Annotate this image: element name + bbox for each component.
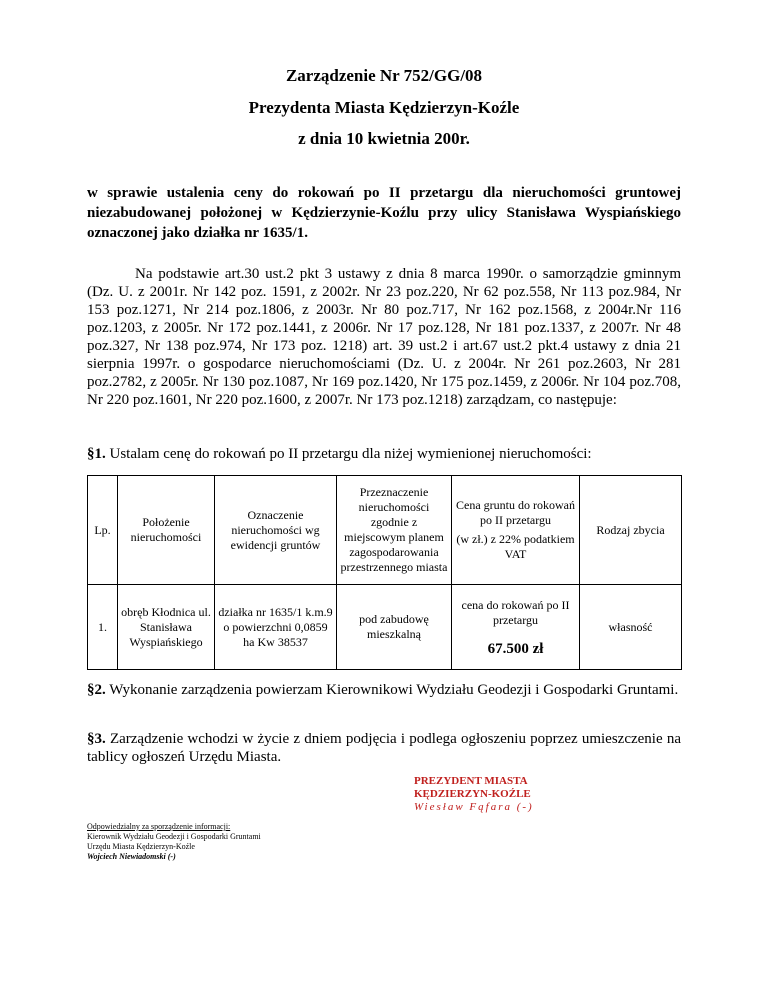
- table-row: [88, 585, 682, 670]
- header-price: [452, 476, 580, 585]
- cell-price: [452, 585, 580, 670]
- section-3-label: §3.: [87, 731, 106, 747]
- header-lp: Lp.: [88, 476, 118, 585]
- cell-purpose: pod zabudowę mieszkalną: [337, 585, 452, 670]
- section-2: [87, 681, 681, 699]
- footer-line3: Urzędu Miasta Kędzierzyn-Koźle: [87, 842, 195, 851]
- cell-price-value: 67.500 zł: [487, 640, 544, 657]
- document-date: z dnia 10 kwietnia 200r.: [298, 129, 470, 148]
- cell-designation: działka nr 1635/1 k.m.9 o powierzchni 0,0859 ha Kw 38537: [215, 585, 337, 670]
- section-3-text: Zarządzenie wchodzi w życie z dniem podjęcia i podlega ogłoszeniu poprzez umieszczenie na tablicy ogłoszeń Urzędu Miasta.: [87, 731, 681, 765]
- header-price-line1: Cena gruntu do rokowań po II przetargu: [456, 498, 575, 527]
- header-sale-type: Rodzaj zbycia: [580, 476, 682, 585]
- footer-note: [87, 822, 261, 862]
- header-purpose: Przeznaczenie nieruchomości zgodnie z miejscowym planem zagospodarowania przestrzennego miasta: [337, 476, 452, 585]
- section-2-label: §2.: [87, 682, 106, 698]
- header-price-line2: (w zł.) z 22% podatkiem VAT: [456, 532, 575, 561]
- section-2-text: Wykonanie zarządzenia powierzam Kierownikowi Wydziału Geodezji i Gospodarki Gruntami.: [105, 682, 679, 698]
- signature-title: PREZYDENT MIASTA: [414, 775, 528, 787]
- cell-location: obręb Kłodnica ul. Stanisława Wyspiańskiego: [118, 585, 215, 670]
- footer-author: Wojciech Niewiadomski (-): [87, 852, 176, 861]
- footer-line2: Kierownik Wydziału Geodezji i Gospodarki Gruntami: [87, 832, 261, 841]
- document-subject: w sprawie ustalenia ceny do rokowań po II przetargu dla nieruchomości gruntowej niezabudowanej położonej w Kędzierzynie-Koźlu przy ulicy Stanisława Wyspiańskiego oznaczonej jako działka nr 1635/1.: [87, 185, 681, 241]
- cell-sale-type: własność: [580, 585, 682, 670]
- document-title: Zarządzenie Nr 752/GG/08: [285, 66, 483, 85]
- header-location: Położenie nieruchomości: [118, 476, 215, 585]
- section-1-text: Ustalam cenę do rokowań po II przetargu dla niżej wymienionej nieruchomości:: [105, 446, 592, 462]
- issuer-title: Prezydenta Miasta Kędzierzyn-Koźle: [248, 98, 520, 117]
- header-designation: Oznaczenie nieruchomości wg ewidencji gruntów: [215, 476, 337, 585]
- table-header-row: [88, 476, 682, 585]
- cell-lp: 1.: [88, 585, 118, 670]
- section-1-label: §1.: [87, 446, 106, 462]
- section-1: [87, 445, 681, 463]
- property-table: [87, 475, 682, 670]
- footer-line1: Odpowiedzialny za sporządzenie informacji:: [87, 822, 231, 831]
- signature-name: Wiesław Fąfara (-): [414, 801, 534, 813]
- signature-city: KĘDZIERZYN-KOŹLE: [414, 788, 531, 800]
- section-3: [87, 730, 681, 766]
- legal-basis: Na podstawie art.30 ust.2 pkt 3 ustawy z dnia 8 marca 1990r. o samorządzie gminnym (Dz. U. z 2001r. Nr 142 poz. 1591, z 2002r. Nr 23 poz.220, Nr 62 poz.558, Nr 113 poz.984, Nr 153 poz.1271, Nr 214 poz.1806, z 2003r. Nr 80 poz.717, Nr 162 poz.1568, z 2004r.Nr 116 poz.1203, z 2005r. Nr 172 poz.1441, z 2006r. Nr 17 poz.128, Nr 181 poz.1337, z 2007r. Nr 48 poz.327, Nr 138 poz.974, Nr 173 poz. 1218) art. 39 ust.2 i art.67 ust.2 pkt.4 ustawy z dnia 21 sierpnia 1997r. o gospodarce nieruchomościami (Dz. U. z 2004r. Nr 261 poz.2603, Nr 281 poz.2782, z 2005r. Nr 130 poz.1087, Nr 169 poz.1420, Nr 175 poz.1459, z 2006r. Nr 104 poz.708, Nr 220 poz.1601, Nr 220 poz.1600, z 2007r. Nr 173 poz.1218) zarządzam, co następuje:: [87, 266, 681, 408]
- cell-price-label: cena do rokowań po II przetargu: [461, 597, 570, 627]
- signature-block: [414, 775, 534, 814]
